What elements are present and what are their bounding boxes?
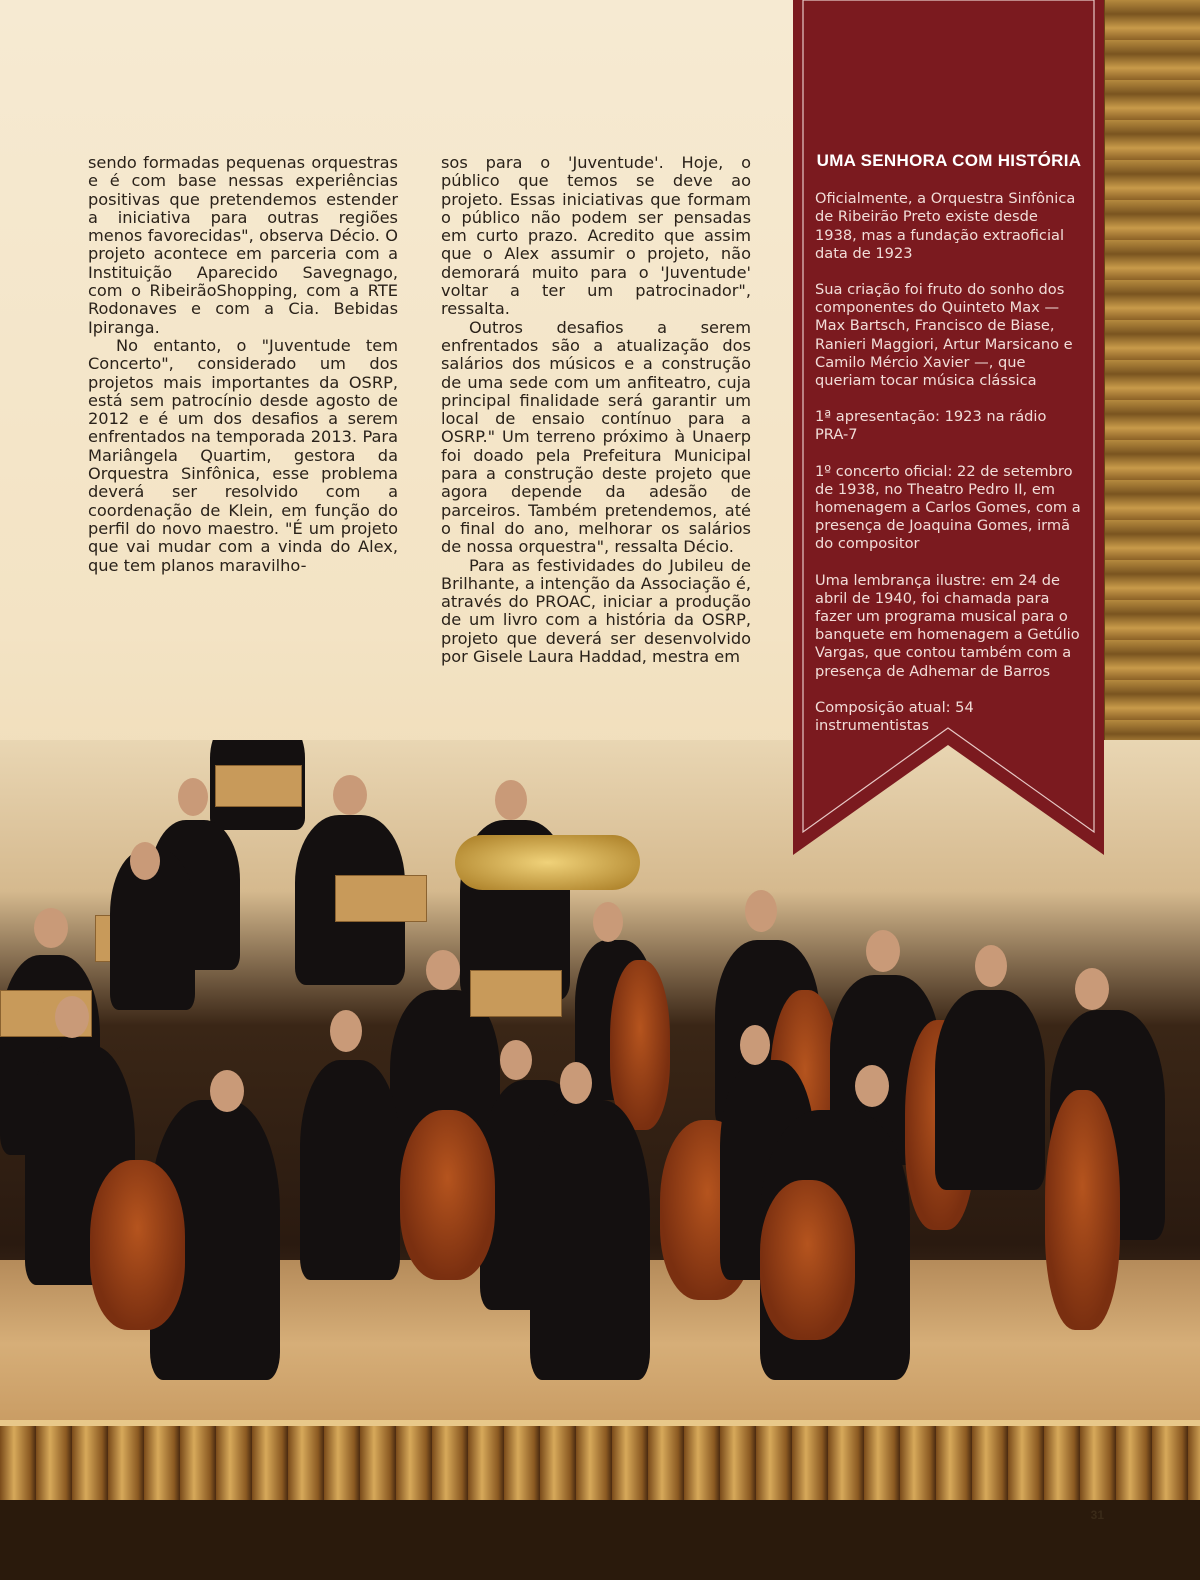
musician-head (560, 1062, 592, 1104)
stage-base (0, 1500, 1200, 1580)
music-stand (335, 875, 427, 922)
sidebar-paragraph: Uma lembrança ilustre: em 24 de abril de 1940, foi chamada para fazer um programa musical para o banquete em homenagem a Getúlio Vargas, que contou também com a presença de Adhemar de Barros (815, 571, 1080, 680)
musician-head (495, 780, 527, 820)
musician-head (1075, 968, 1109, 1010)
musician (935, 990, 1045, 1190)
musician-head (866, 930, 900, 972)
musician-head (210, 1070, 244, 1112)
cello (90, 1160, 185, 1330)
musician-head (330, 1010, 362, 1052)
article-paragraph: sendo formadas pequenas orquestras e é com base nessas experiências positivas que pretendemos estender a iniciativa para outras regiões menos favorecidas", observa Décio. O projeto acontece em parceria com a Instituição Aparecido Savegnago, com o RibeirãoShopping, com a RTE Rodonaves e com a Cia. Bebidas Ipiranga. (88, 153, 398, 337)
tuba (455, 835, 640, 890)
musician-head (426, 950, 460, 990)
musician-head (740, 1025, 770, 1065)
stage-ornament-rail (0, 1420, 1200, 1506)
musician-head (975, 945, 1007, 987)
double-bass (1045, 1090, 1120, 1330)
musician-head (34, 908, 68, 948)
musician-head (333, 775, 367, 815)
sidebar-paragraph: Composição atual: 54 instrumentistas (815, 698, 974, 735)
musician-head (55, 996, 89, 1038)
orchestra-photo (0, 740, 1200, 1580)
article-column-2 (441, 154, 751, 666)
article-paragraph: sos para o 'Juventude'. Hoje, o público que temos se deve ao projeto. Essas iniciativas que formam o público não podem ser pensadas em curto prazo. Acredito que assim que o Alex assumir o projeto, não demorará muito para o 'Juventude' voltar a ter um patrocinador", ressalta. (441, 153, 751, 319)
musician-head (855, 1065, 889, 1107)
musician-head (178, 778, 208, 816)
article-paragraph: Outros desafios a serem enfrentados são a atualização dos salários dos músicos e a construção de uma sede com um anfiteatro, cuja principal finalidade será garantir um local de ensaio contínuo para a OSRP." Um terreno próximo à Unaerp foi doado pela Prefeitura Municipal para a construção deste projeto que agora depende da adesão de parceiros. Também pretendemos, até o final do ano, melhorar os salários de nossa orquestra", ressalta Décio. (441, 317, 751, 557)
sidebar-paragraph: Sua criação foi fruto do sonho dos componentes do Quinteto Max — Max Bartsch, Francisco de Biase, Ranieri Maggiori, Artur Marsicano e Camilo Mércio Xavier —, que queriam tocar música clássica (815, 281, 1073, 390)
musician-head (130, 842, 160, 880)
article-column-1 (88, 154, 398, 575)
musician (300, 1060, 400, 1280)
music-stand (215, 765, 302, 807)
music-stand (470, 970, 562, 1017)
sidebar-paragraph: Oficialmente, a Orquestra Sinfônica de Ribeirão Preto existe desde 1938, mas a fundação extraoficial data de 1923 (815, 190, 1076, 262)
article-paragraph: No entanto, o "Juventude tem Concerto", considerado um dos projetos mais importantes da OSRP, está sem patrocínio desde agosto de 2012 e é um dos desafios a serem enfrentados na temporada 2013. Para Mariângela Quartim, gestora da Orquestra Sinfônica, esse problema deverá ser resolvido com a coordenação de Klein, em função do perfil do novo maestro. "É um projeto que vai mudar com a vinda do Alex, que tem planos maravilho- (88, 335, 398, 575)
musician-head (500, 1040, 532, 1080)
musician-head (593, 902, 623, 942)
musician (530, 1100, 650, 1380)
article-paragraph: Para as festividades do Jubileu de Brilhante, a intenção da Associação é, através do PROAC, iniciar a produção de um livro com a história da OSRP, projeto que deverá ser desenvolvido por Gisele Laura Haddad, mestra em (441, 555, 751, 667)
sidebar-content (815, 152, 1083, 753)
double-bass (610, 960, 670, 1130)
cello (760, 1180, 855, 1340)
sidebar-title: UMA SENHORA COM HISTÓRIA (816, 151, 1082, 170)
musician-head (745, 890, 777, 932)
sidebar-paragraph: 1ª apresentação: 1923 na rádio PRA-7 (815, 408, 1047, 444)
page-number: 31 (1090, 1508, 1104, 1522)
cello (400, 1110, 495, 1280)
history-sidebar-banner (793, 0, 1104, 855)
sidebar-paragraph: 1º concerto oficial: 22 de setembro de 1938, no Theatro Pedro II, em homenagem a Carlos Gomes, com a presença de Joaquina Gomes, irmã do compositor (815, 462, 1081, 553)
